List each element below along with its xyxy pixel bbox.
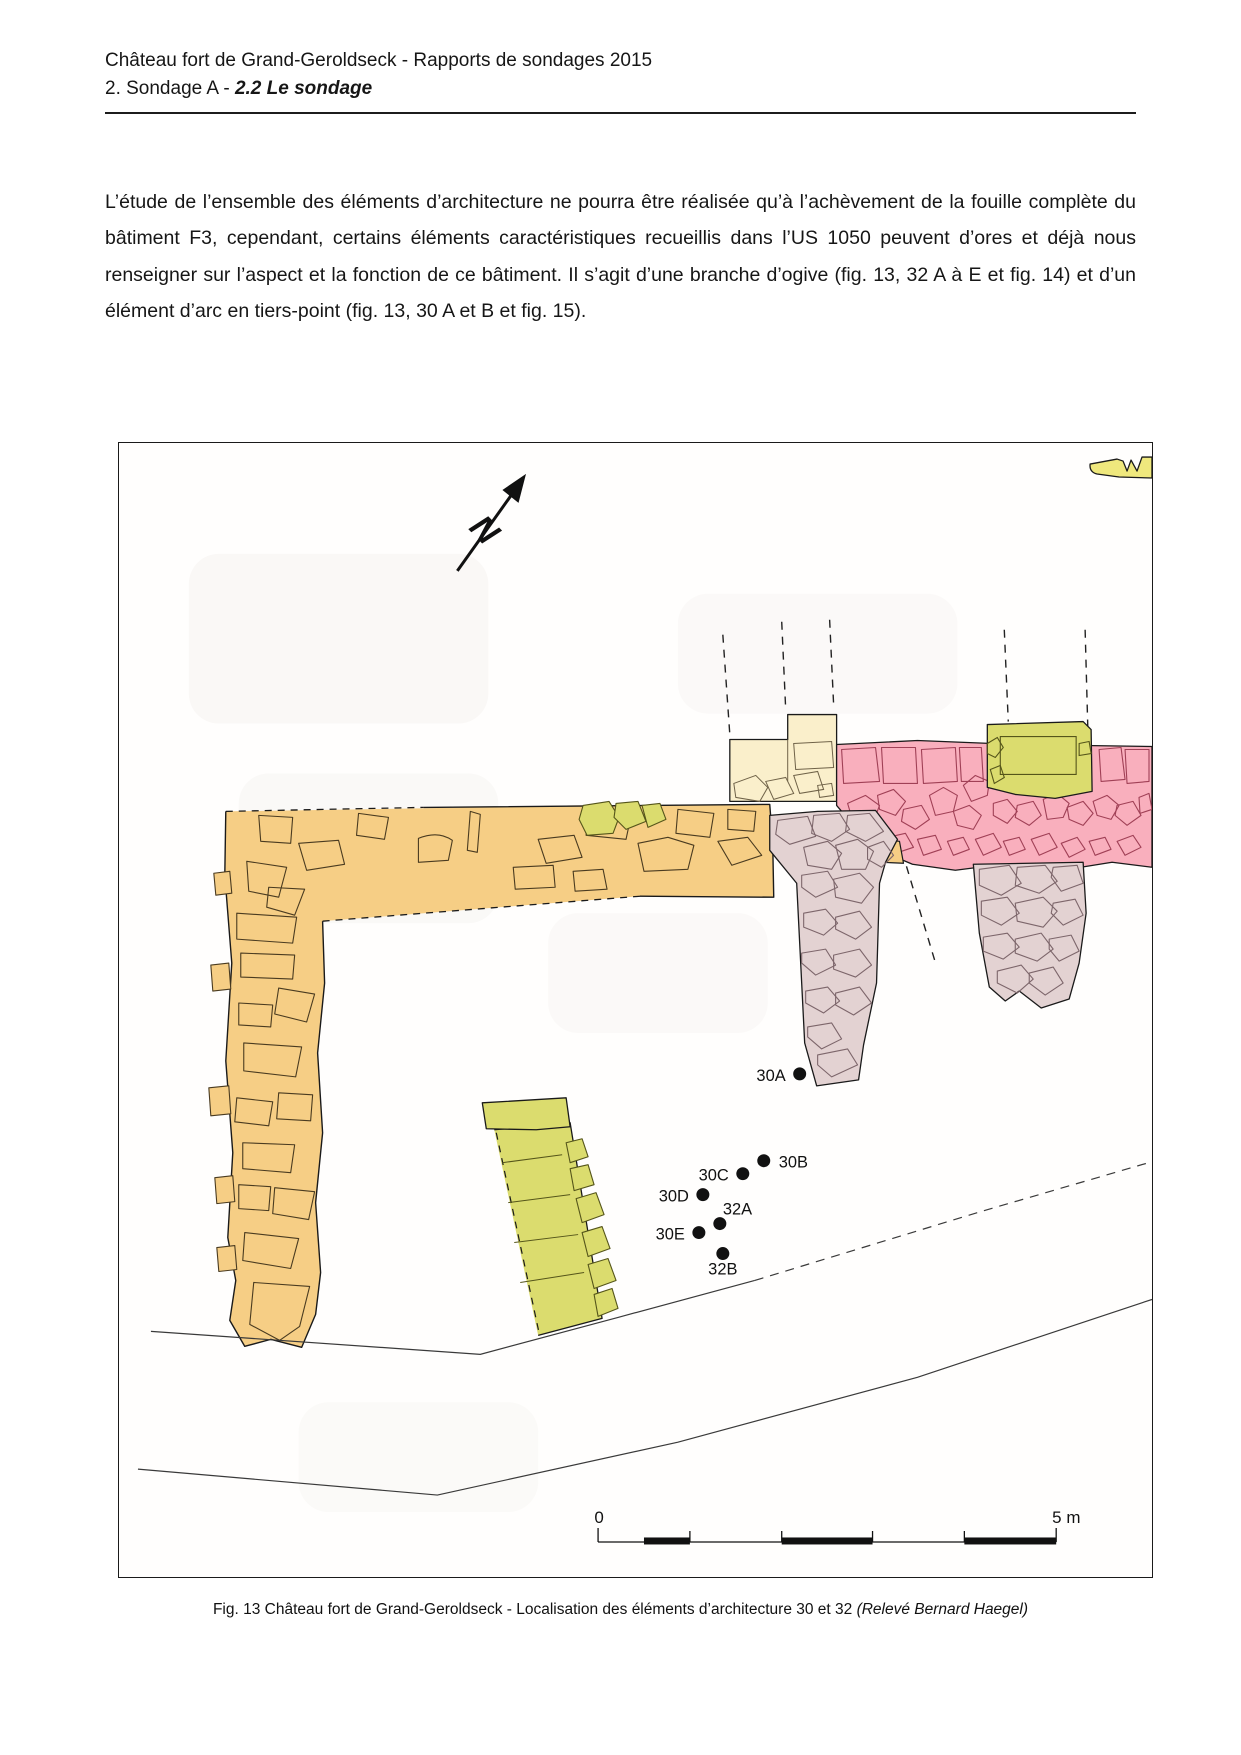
point-32B-label: 32B xyxy=(708,1260,738,1279)
wall-yellow-topright xyxy=(1090,457,1152,478)
point-30E-dot xyxy=(692,1226,705,1239)
point-30A-dot xyxy=(793,1067,806,1080)
figure-caption xyxy=(0,1601,1241,1619)
caption-text: Fig. 13 Château fort de Grand-Geroldseck - Localisation des éléments d’architecture 30 et 32 xyxy=(212,1601,857,1618)
report-title: Château fort de Grand-Geroldseck - Rapports de sondages 2015 xyxy=(105,50,653,71)
point-32A-dot xyxy=(713,1217,726,1230)
wall-cream-block xyxy=(730,715,837,802)
section-heading xyxy=(105,75,1136,103)
point-30C-label: 30C xyxy=(698,1166,729,1185)
point-30A-label: 30A xyxy=(756,1066,786,1085)
point-30B-label: 30B xyxy=(778,1153,809,1172)
north-arrow xyxy=(457,475,525,571)
figure-13-plan xyxy=(118,442,1153,1578)
find-points xyxy=(656,1067,808,1279)
wall-chartreuse-middle xyxy=(482,1098,618,1336)
scale-five-label: 5 m xyxy=(1052,1508,1081,1528)
wall-chartreuse-block xyxy=(987,722,1092,799)
point-30B-dot xyxy=(757,1154,770,1167)
wall-mauve-column-2 xyxy=(973,862,1086,1008)
site-plan-drawing xyxy=(119,443,1152,1577)
scale-bar xyxy=(594,1508,1080,1544)
point-32B-dot xyxy=(716,1247,729,1260)
point-30D-dot xyxy=(696,1188,709,1201)
body-paragraph: L’étude de l’ensemble des éléments d’architecture ne pourra être réalisée qu’à l’achèvement de la fouille complète du bâtiment F3, cependant, certains éléments caractéristiques recueillis dans l’US 1050 peuvent d’ores et déjà nous renseigner sur l’aspect et la fonction de ce bâtiment. Il s’agit d’une branche d’ogive (fig. 13, 32 A à E et fig. 14) et d’un élément d’arc en tiers-point (fig. 13, 30 A et B et fig. 15). xyxy=(105,191,1136,323)
section-number: 2. Sondage A - xyxy=(105,78,235,99)
point-30C-dot xyxy=(736,1167,749,1180)
section-subtitle: 2.2 Le sondage xyxy=(234,78,373,99)
point-30E-label: 30E xyxy=(655,1225,685,1244)
page-header xyxy=(105,47,1136,114)
north-label: N xyxy=(462,507,507,552)
caption-credit: (Relevé Bernard Haegel) xyxy=(856,1601,1029,1618)
wall-mauve-column-1 xyxy=(770,810,898,1085)
point-32A-label: 32A xyxy=(722,1200,753,1219)
point-30D-label: 30D xyxy=(658,1187,689,1206)
scale-zero-label: 0 xyxy=(594,1508,604,1528)
